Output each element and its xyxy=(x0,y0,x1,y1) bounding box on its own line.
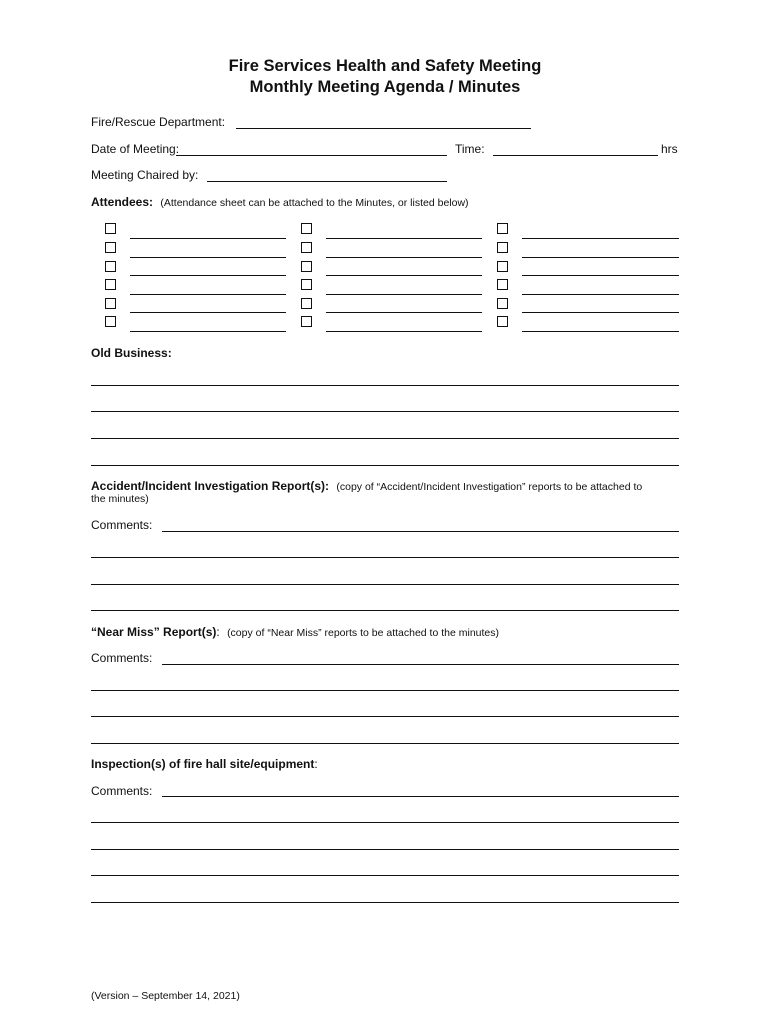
accident-comments-line[interactable] xyxy=(91,610,679,611)
attendee-name-field[interactable] xyxy=(130,275,286,276)
attendee-checkbox[interactable] xyxy=(105,279,116,290)
old-business-line[interactable] xyxy=(91,385,679,386)
attendee-checkbox[interactable] xyxy=(105,261,116,272)
old-business-line[interactable] xyxy=(91,465,679,466)
accident-comments-label: Comments: xyxy=(91,518,153,532)
attendee-name-field[interactable] xyxy=(522,238,679,239)
attendee-checkbox[interactable] xyxy=(497,223,508,234)
department-label: Fire/Rescue Department: xyxy=(91,115,226,129)
old-business-line[interactable] xyxy=(91,411,679,412)
attendee-checkbox[interactable] xyxy=(497,261,508,272)
attendee-checkbox[interactable] xyxy=(301,223,312,234)
near-miss-comments-line[interactable] xyxy=(91,690,679,691)
inspection-comments-field[interactable] xyxy=(162,796,679,797)
form-title-line1: Fire Services Health and Safety Meeting xyxy=(228,57,542,75)
old-business-line[interactable] xyxy=(91,438,679,439)
attendees-label: Attendees: xyxy=(91,195,154,209)
attendee-checkbox[interactable] xyxy=(497,316,508,327)
attendee-checkbox[interactable] xyxy=(105,223,116,234)
near-miss-note: (copy of “Near Miss” reports to be attached to the minutes) xyxy=(227,627,500,639)
accident-comments-line[interactable] xyxy=(91,557,679,558)
attendee-name-field[interactable] xyxy=(522,331,679,332)
attendee-name-field[interactable] xyxy=(130,257,286,258)
attendee-name-field[interactable] xyxy=(130,238,286,239)
attendee-name-field[interactable] xyxy=(326,331,482,332)
attendee-name-field[interactable] xyxy=(130,312,286,313)
attendee-name-field[interactable] xyxy=(522,312,679,313)
attendee-name-field[interactable] xyxy=(522,257,679,258)
attendee-name-field[interactable] xyxy=(130,294,286,295)
near-miss-comments-line[interactable] xyxy=(91,743,679,744)
attendee-name-field[interactable] xyxy=(326,294,482,295)
inspection-comments-label: Comments: xyxy=(91,784,153,798)
attendee-checkbox[interactable] xyxy=(105,242,116,253)
attendee-checkbox[interactable] xyxy=(105,316,116,327)
date-field[interactable] xyxy=(176,155,447,156)
attendee-name-field[interactable] xyxy=(326,257,482,258)
attendee-checkbox[interactable] xyxy=(497,298,508,309)
attendee-checkbox[interactable] xyxy=(301,242,312,253)
inspection-heading xyxy=(91,757,318,771)
inspection-comments-line[interactable] xyxy=(91,902,679,903)
near-miss-comments-line[interactable] xyxy=(91,716,679,717)
near-miss-heading xyxy=(91,625,499,639)
time-field[interactable] xyxy=(493,155,658,156)
accident-label: Accident/Incident Investigation Report(s): xyxy=(91,479,330,493)
accident-comments-line[interactable] xyxy=(91,584,679,585)
attendee-name-field[interactable] xyxy=(326,312,482,313)
near-miss-colon: : xyxy=(216,625,220,639)
near-miss-comments-label: Comments: xyxy=(91,651,153,665)
attendee-name-field[interactable] xyxy=(522,275,679,276)
attendee-checkbox[interactable] xyxy=(301,316,312,327)
attendees-note: (Attendance sheet can be attached to the Minutes, or listed below) xyxy=(160,197,469,209)
department-field[interactable] xyxy=(236,128,531,129)
inspection-comments-line[interactable] xyxy=(91,822,679,823)
date-label: Date of Meeting: xyxy=(91,142,180,156)
old-business-label: Old Business: xyxy=(91,346,172,360)
chaired-label: Meeting Chaired by: xyxy=(91,168,199,182)
attendees-heading xyxy=(91,195,469,209)
chaired-field[interactable] xyxy=(207,181,447,182)
accident-note-cont: the minutes) xyxy=(91,493,149,505)
attendee-checkbox[interactable] xyxy=(497,242,508,253)
inspection-label: Inspection(s) of fire hall site/equipment xyxy=(91,757,315,771)
attendee-name-field[interactable] xyxy=(130,331,286,332)
accident-comments-field[interactable] xyxy=(162,531,679,532)
attendee-checkbox[interactable] xyxy=(301,298,312,309)
version-footer: (Version – September 14, 2021) xyxy=(91,990,240,1002)
accident-heading xyxy=(91,479,642,493)
near-miss-comments-field[interactable] xyxy=(162,664,679,665)
attendee-checkbox[interactable] xyxy=(105,298,116,309)
attendee-checkbox[interactable] xyxy=(497,279,508,290)
accident-note: (copy of “Accident/Incident Investigation” reports to be attached to xyxy=(336,481,643,493)
attendee-checkbox[interactable] xyxy=(301,279,312,290)
attendee-checkbox[interactable] xyxy=(301,261,312,272)
attendee-name-field[interactable] xyxy=(522,294,679,295)
inspection-comments-line[interactable] xyxy=(91,849,679,850)
time-unit: hrs xyxy=(661,142,678,156)
inspection-colon: : xyxy=(314,757,318,771)
near-miss-label: “Near Miss” Report(s) xyxy=(91,625,217,639)
attendee-name-field[interactable] xyxy=(326,238,482,239)
form-title-line2: Monthly Meeting Agenda / Minutes xyxy=(249,78,521,96)
inspection-comments-line[interactable] xyxy=(91,875,679,876)
time-label: Time: xyxy=(455,142,485,156)
attendee-name-field[interactable] xyxy=(326,275,482,276)
